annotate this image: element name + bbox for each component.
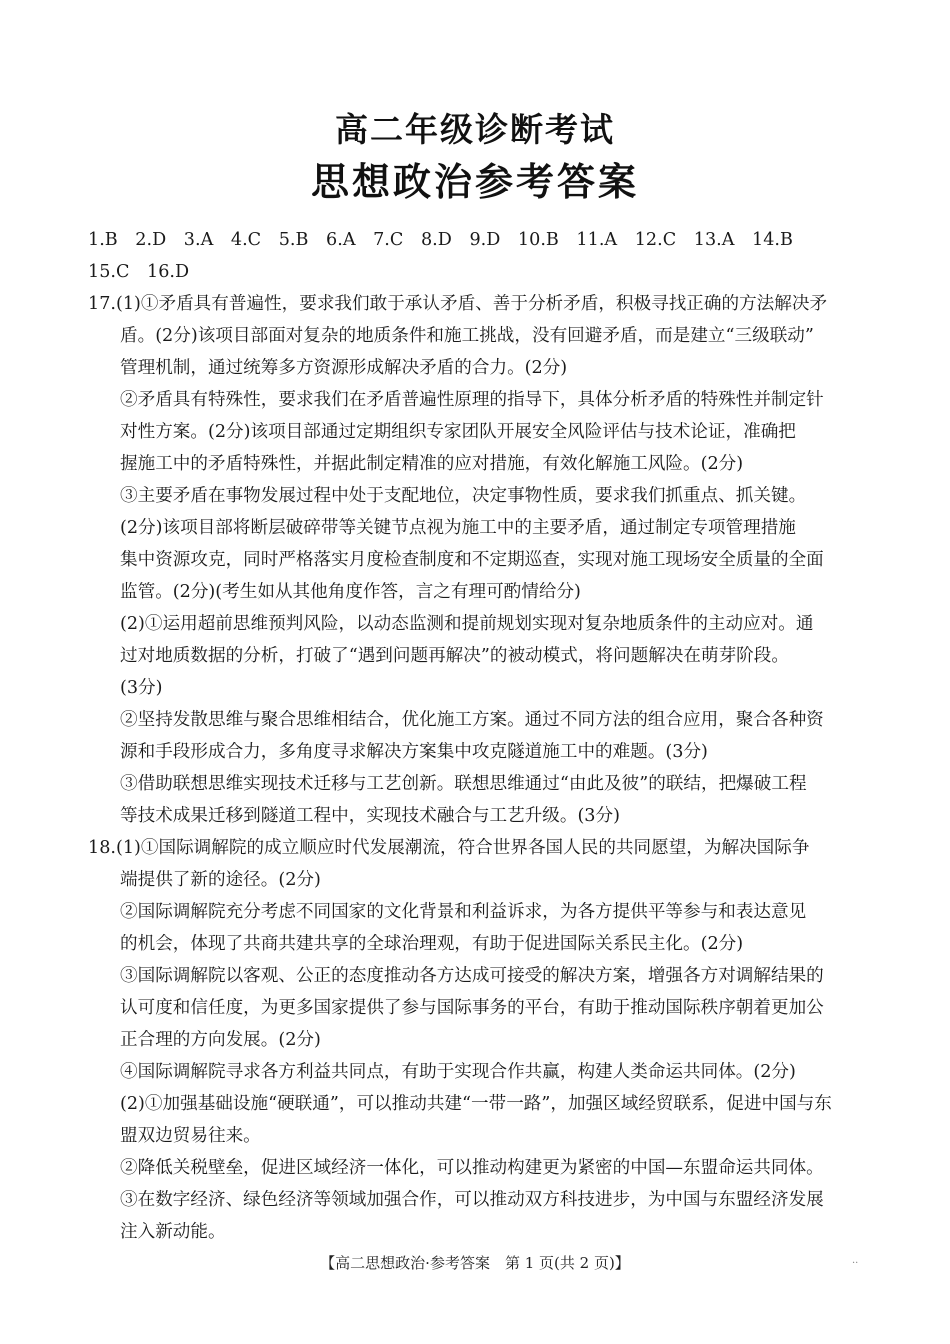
answer-key-title: 思想政治参考答案 <box>310 160 639 204</box>
q17-line: ③借助联想思维实现技术迁移与工艺创新。联想思维通过“由此及彼”的联结，把爆破工程 <box>120 774 807 794</box>
q17-line: 盾。(2分)该项目部面对复杂的地质条件和施工挑战，没有回避矛盾，而是建立“三级联动” <box>120 326 814 346</box>
q18-line: 盟双边贸易往来。 <box>120 1126 261 1146</box>
q17-line: 等技术成果迁移到隧道工程中，实现技术融合与工艺升级。(3分) <box>120 806 620 826</box>
q18-line: 端提供了新的途径。(2分) <box>120 870 321 890</box>
q17-line: ②矛盾具有特殊性，要求我们在矛盾普遍性原理的指导下，具体分析矛盾的特殊性并制定针 <box>120 390 824 410</box>
q17-line: ③主要矛盾在事物发展过程中处于支配地位，决定事物性质，要求我们抓重点、抓关键。 <box>120 486 807 506</box>
q18-line: 认可度和信任度，为更多国家提供了参与国际事务的平台，有助于推动国际秩序朝着更加公 <box>120 998 824 1018</box>
q17-line: 集中资源攻克，同时严格落实月度检查制度和不定期巡查，实现对施工现场安全质量的全面 <box>120 550 824 570</box>
q17-line: (2)①运用超前思维预判风险，以动态监测和提前规划实现对复杂地质条件的主动应对。通 <box>120 614 814 634</box>
q18-line: ④国际调解院寻求各方利益共同点，有助于实现合作共赢，构建人类命运共同体。(2分) <box>120 1062 796 1082</box>
q17-line: 对性方案。(2分)该项目部通过定期组织专家团队开展安全风险评估与技术论证，准确把 <box>120 422 796 442</box>
q17-line: 管理机制，通过统筹多方资源形成解决矛盾的合力。(2分) <box>120 358 568 378</box>
q18-line: ②国际调解院充分考虑不同国家的文化背景和利益诉求，为各方提供平等参与和表达意见 <box>120 902 807 922</box>
q17-line: (3分) <box>120 678 163 698</box>
q18-line: ③在数字经济、绿色经济等领域加强合作，可以推动双方科技进步，为中国与东盟经济发展 <box>120 1190 824 1210</box>
q18-line: (2)①加强基础设施“硬联通”，可以推动共建“一带一路”，加强区域经贸联系，促进中国与东 <box>120 1094 832 1114</box>
corner-mark: ·· <box>852 1258 859 1269</box>
q18-line: 的机会，体现了共商共建共享的全球治理观，有助于促进国际关系民主化。(2分) <box>120 934 744 954</box>
exam-title: 高二年级诊断考试 <box>335 110 615 149</box>
q18-line: ②降低关税壁垒，促进区域经济一体化，可以推动构建更为紧密的中国—东盟命运共同体。 <box>120 1158 824 1178</box>
q17-line: ②坚持发散思维与聚合思维相结合，优化施工方案。通过不同方法的组合应用，聚合各种资 <box>120 710 824 730</box>
q17-line: 监管。(2分)(考生如从其他角度作答，言之有理可酌情给分) <box>120 582 581 602</box>
choice-answers-line-2: 15.C 16.D <box>88 262 190 282</box>
q17-line: 17.(1)①矛盾具有普遍性，要求我们敢于承认矛盾、善于分析矛盾，积极寻找正确的方法解决矛 <box>88 294 828 314</box>
q17-line: 源和手段形成合力，多角度寻求解决方案集中攻克隧道施工中的难题。(3分) <box>120 742 708 762</box>
q17-line: 握施工中的矛盾特殊性，并据此制定精准的应对措施，有效化解施工风险。(2分) <box>120 454 744 474</box>
q18-line: ③国际调解院以客观、公正的态度推动各方达成可接受的解决方案，增强各方对调解结果的 <box>120 966 824 986</box>
q17-line: (2分)该项目部将断层破碎带等关键节点视为施工中的主要矛盾，通过制定专项管理措施 <box>120 518 796 538</box>
q17-line: 过对地质数据的分析，打破了“遇到问题再解决”的被动模式，将问题解决在萌芽阶段。 <box>120 646 789 666</box>
q18-line: 注入新动能。 <box>120 1222 226 1242</box>
choice-answers-line-1: 1.B 2.D 3.A 4.C 5.B 6.A 7.C 8.D 9.D 10.B 11.A 12.C 13.A 14.B <box>88 230 793 250</box>
q18-line: 正合理的方向发展。(2分) <box>120 1030 321 1050</box>
page-footer: 【高二思想政治·参考答案 第 1 页(共 2 页)】 <box>320 1254 630 1272</box>
q18-line: 18.(1)①国际调解院的成立顺应时代发展潮流，符合世界各国人民的共同愿望，为解决国际争 <box>88 838 810 858</box>
